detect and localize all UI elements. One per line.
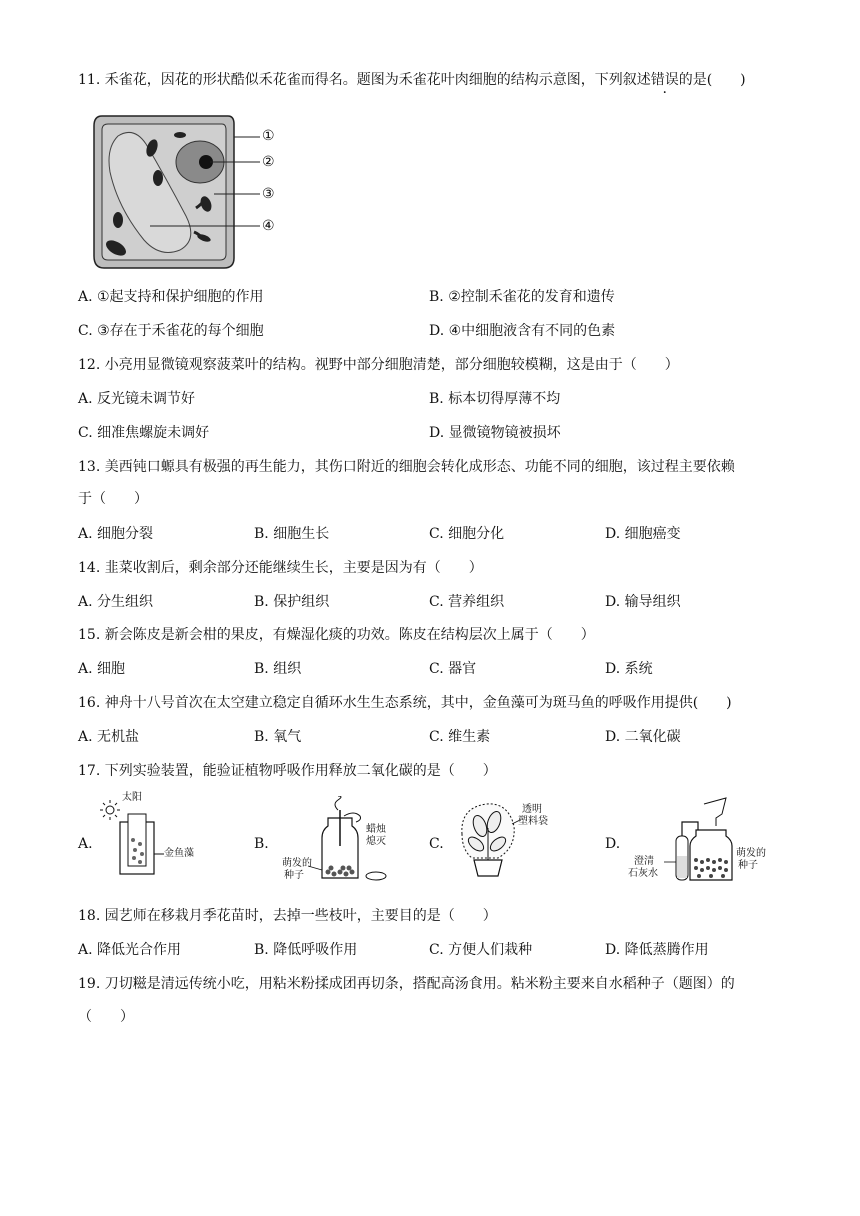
q19-stem-line2: （ ） <box>78 1009 134 1025</box>
q16-option-d[interactable]: D. 二氧化碳 <box>605 729 681 745</box>
q13-option-a[interactable]: A. 细胞分裂 <box>78 526 154 542</box>
q11-stem-post: 的是( ) <box>678 72 746 88</box>
q13-option-d[interactable]: D. 细胞癌变 <box>605 526 681 542</box>
label-sun: 太阳 <box>122 792 142 803</box>
label-seed-1: 萌发的 <box>282 858 312 869</box>
q16-stem: 16. 神舟十八号首次在太空建立稳定自循环水生生态系统，其中，金鱼藻可为斑马鱼的呼吸作用提供( ) <box>78 695 732 711</box>
q13-stem-line1: 13. 美西钝口螈具有极强的再生能力，其伤口附近的细胞会转化成形态、功能不同的细胞，该过程主要依赖 <box>78 459 735 475</box>
q13-option-c[interactable]: C. 细胞分化 <box>429 526 505 542</box>
q16-option-c[interactable]: C. 维生素 <box>429 729 491 745</box>
q18-option-c[interactable]: C. 方便人们栽种 <box>429 942 533 958</box>
q11-stem-emphasis: 错误 <box>650 72 679 88</box>
q12-option-d[interactable]: D. 显微镜物镜被损坏 <box>429 425 561 441</box>
q11-option-b[interactable]: B. ②控制禾雀花的发育和遗传 <box>429 289 615 305</box>
q11-option-c[interactable]: C. ③存在于禾雀花的每个细胞 <box>78 323 264 339</box>
q17-option-c[interactable]: C. <box>429 836 444 852</box>
q16-option-a[interactable]: A. 无机盐 <box>78 729 140 745</box>
q11-option-a[interactable]: A. ①起支持和保护细胞的作用 <box>78 289 264 305</box>
q15-option-b[interactable]: B. 组织 <box>254 661 302 677</box>
label-bag-1: 透明 <box>522 804 542 815</box>
q11-stem-pre: 11. 禾雀花，因花的形状酷似禾花雀而得名。题图为禾雀花叶肉细胞的结构示意图，下列叙述 <box>78 72 651 88</box>
chloroplast <box>153 170 163 186</box>
label-candle-1: 蜡烛 <box>366 824 386 835</box>
q13-stem-line2: 于（ ） <box>78 491 148 507</box>
label-seed-d-2: 种子 <box>738 860 758 871</box>
q18-option-b[interactable]: B. 降低呼吸作用 <box>254 942 358 958</box>
chloroplast <box>174 132 186 138</box>
q12-stem: 12. 小亮用显微镜观察菠菜叶的结构。视野中部分细胞清楚，部分细胞较模糊，这是由于（ ） <box>78 357 679 373</box>
q17-stem: 17. 下列实验装置，能验证植物呼吸作用释放二氧化碳的是（ ） <box>78 763 497 779</box>
label-4: ④ <box>262 218 275 234</box>
funnel <box>704 798 726 826</box>
q12-option-a[interactable]: A. 反光镜未调节好 <box>78 391 196 407</box>
q16-option-b[interactable]: B. 氧气 <box>254 729 302 745</box>
q14-option-d[interactable]: D. 输导组织 <box>605 594 681 610</box>
lid <box>366 872 386 880</box>
q11-stem <box>78 70 746 90</box>
experiment-b-figure <box>282 796 402 884</box>
test-tube <box>128 814 146 866</box>
q14-option-b[interactable]: B. 保护组织 <box>254 594 330 610</box>
label-seed-d-1: 萌发的 <box>736 848 766 859</box>
q14-option-a[interactable]: A. 分生组织 <box>78 594 154 610</box>
q15-option-c[interactable]: C. 器官 <box>429 661 477 677</box>
q19-stem-line1: 19. 刀切糍是清远传统小吃，用粘米粉揉成团再切条，搭配高汤食用。粘米粉主要来自水稻种子（题图）的 <box>78 976 735 992</box>
q12-option-c[interactable]: C. 细准焦螺旋未调好 <box>78 425 210 441</box>
label-lime-2: 石灰水 <box>628 868 658 879</box>
q15-stem: 15. 新会陈皮是新会柑的果皮，有燥湿化痰的功效。陈皮在结构层次上属于（ ） <box>78 627 595 643</box>
q14-stem: 14. 韭菜收割后，剩余部分还能继续生长，主要是因为有（ ） <box>78 560 483 576</box>
experiment-a-figure <box>100 792 220 880</box>
q17-option-a[interactable]: A. <box>78 836 93 852</box>
smoke <box>335 796 341 810</box>
q17-option-d[interactable]: D. <box>605 836 621 852</box>
flower-pot <box>474 860 502 876</box>
q13-option-b[interactable]: B. 细胞生长 <box>254 526 330 542</box>
label-candle-2: 熄灭 <box>366 836 386 847</box>
q14-option-c[interactable]: C. 营养组织 <box>429 594 505 610</box>
q15-option-a[interactable]: A. 细胞 <box>78 661 126 677</box>
label-lime-1: 澄清 <box>634 856 654 867</box>
label-seed-2: 种子 <box>284 870 304 881</box>
label-2: ② <box>262 154 275 170</box>
label-3: ③ <box>262 186 275 202</box>
label-1: ① <box>262 128 275 144</box>
q12-option-b[interactable]: B. 标本切得厚薄不均 <box>429 391 561 407</box>
q18-option-a[interactable]: A. 降低光合作用 <box>78 942 182 958</box>
experiment-c-figure <box>452 798 572 882</box>
bottle <box>690 830 732 880</box>
q11-option-d[interactable]: D. ④中细胞液含有不同的色素 <box>429 323 616 339</box>
q15-option-d[interactable]: D. 系统 <box>605 661 653 677</box>
q18-option-d[interactable]: D. 降低蒸腾作用 <box>605 942 709 958</box>
q17-option-b[interactable]: B. <box>254 836 269 852</box>
q18-stem: 18. 园艺师在移栽月季花苗时，去掉一些枝叶，主要目的是（ ） <box>78 908 497 924</box>
plant-cell-diagram <box>88 108 298 278</box>
label-bag-2: 塑料袋 <box>518 816 548 827</box>
chloroplast <box>113 212 123 228</box>
sun-icon <box>100 800 120 820</box>
experiment-d-figure <box>626 796 766 884</box>
label-plant: 金鱼藻 <box>164 848 194 859</box>
